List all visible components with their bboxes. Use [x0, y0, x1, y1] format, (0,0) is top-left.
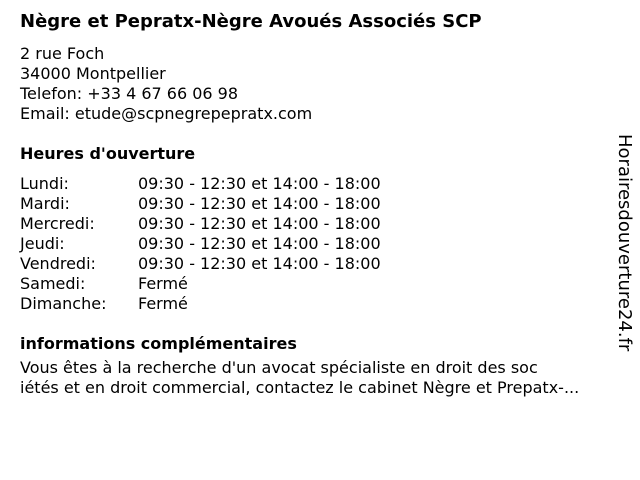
hours-time: Fermé	[138, 294, 188, 313]
address-city: 34000 Montpellier	[20, 64, 166, 83]
hours-heading: Heures d'ouverture	[20, 144, 196, 163]
info-description	[20, 338, 632, 398]
hours-day: Samedi:	[20, 274, 86, 293]
hours-day: Dimanche:	[20, 294, 107, 313]
hours-time: 09:30 - 12:30 et 14:00 - 18:00	[138, 194, 381, 213]
contact-block	[20, 44, 312, 124]
hours-time: Fermé	[138, 274, 188, 293]
info-line: Vous êtes à la recherche d'un avocat spécialiste en droit des soc	[20, 358, 538, 377]
hours-day: Lundi:	[20, 174, 69, 193]
hours-time: 09:30 - 12:30 et 14:00 - 18:00	[138, 214, 381, 233]
address-street: 2 rue Foch	[20, 44, 105, 63]
hours-time: 09:30 - 12:30 et 14:00 - 18:00	[138, 234, 381, 253]
email-address: Email: etude@scpnegrepepratx.com	[20, 104, 313, 123]
info-line: iétés et en droit commercial, contactez le cabinet Nègre et Prepatx-...	[20, 378, 580, 397]
hours-time: 09:30 - 12:30 et 14:00 - 18:00	[138, 254, 381, 273]
hours-day: Mercredi:	[20, 214, 95, 233]
hours-day: Mardi:	[20, 194, 70, 213]
hours-day: Jeudi:	[20, 234, 65, 253]
phone-number: Telefon: +33 4 67 66 06 98	[20, 84, 239, 103]
hours-day: Vendredi:	[20, 254, 96, 273]
site-watermark: Horairesdouverture24.fr	[614, 134, 635, 352]
info-heading: informations complémentaires	[20, 334, 297, 353]
hours-time: 09:30 - 12:30 et 14:00 - 18:00	[138, 174, 381, 193]
business-name: Nègre et Pepratx-Nègre Avoués Associés SCP	[20, 11, 482, 32]
